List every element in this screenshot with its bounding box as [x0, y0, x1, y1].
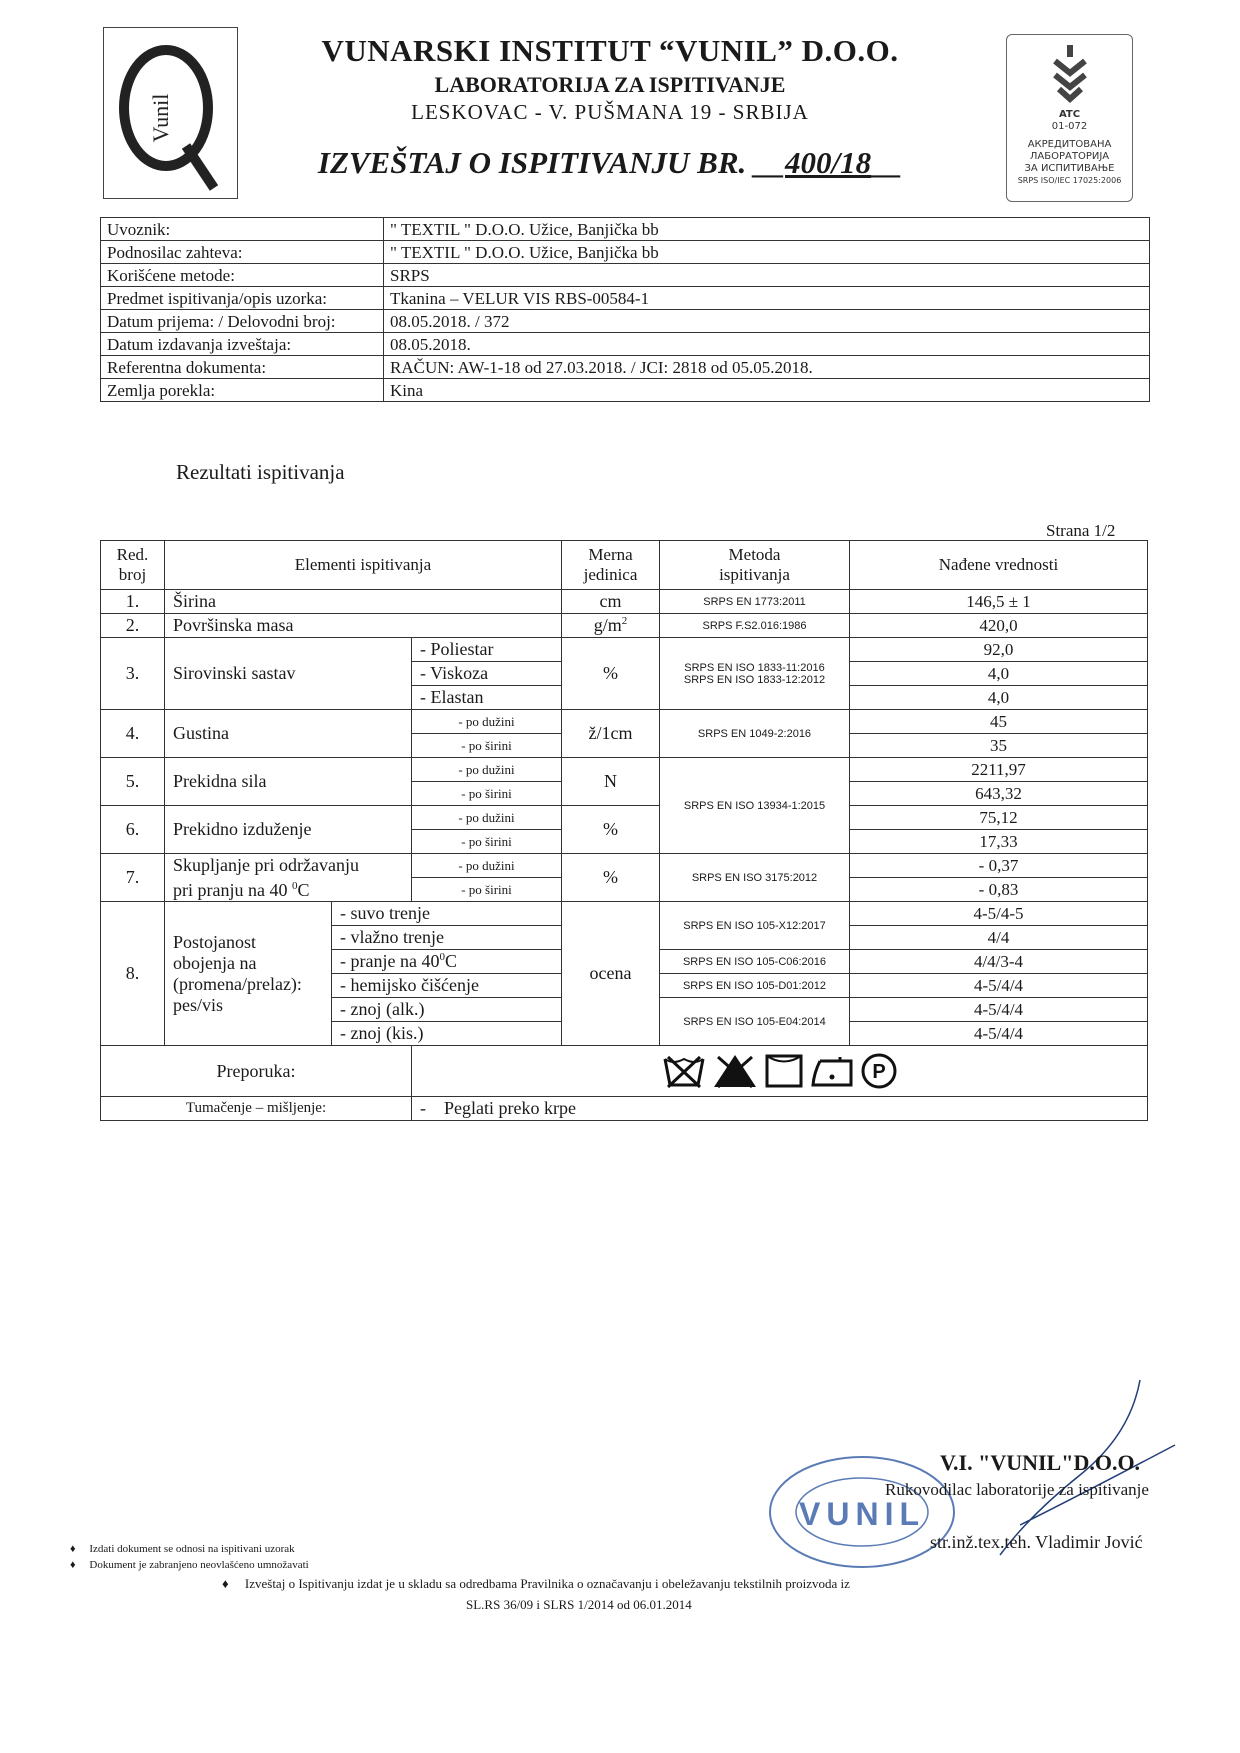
- report-suffix: __: [871, 145, 903, 180]
- report-title: [250, 145, 970, 181]
- row-method: SRPS EN ISO 13934-1:2015: [660, 758, 850, 854]
- institute-name: VUNARSKI INSTITUT “VUNIL” D.O.O.: [321, 33, 899, 68]
- no-wash-icon: [662, 1053, 706, 1089]
- info-row: [101, 333, 1150, 356]
- row-unit: N: [562, 758, 660, 806]
- row-method: SRPS EN ISO 1833-11:2016 SRPS EN ISO 1833-12:2012: [660, 638, 850, 710]
- vunil-logo-icon: [104, 28, 237, 198]
- row-name: Sirovinski sastav: [165, 638, 412, 710]
- row-sub: - Viskoza: [412, 662, 562, 686]
- row-unit: ocena: [562, 902, 660, 1046]
- row-sub: - Poliestar: [412, 638, 562, 662]
- row-value: 4/4/3-4: [850, 950, 1148, 974]
- footer-note: SL.RS 36/09 i SLRS 1/2014 od 06.01.2014: [466, 1597, 692, 1612]
- row-method: SRPS EN ISO 105-C06:2016: [660, 950, 850, 974]
- info-value: Kina: [384, 379, 1150, 402]
- row-value: 75,12: [850, 806, 1148, 830]
- footer-note: ♦ Izdati dokument se odnosi na ispitivani uzorak: [70, 1543, 295, 1555]
- info-row: [101, 287, 1150, 310]
- header-method: Metoda ispitivanja: [660, 541, 850, 590]
- row-sub: - znoj (kis.): [332, 1022, 562, 1046]
- row-value: 4-5/4-5: [850, 902, 1148, 926]
- table-row: [101, 590, 1148, 614]
- row-value: 45: [850, 710, 1148, 734]
- signature-company: V.I. "VUNIL"D.O.O.: [940, 1450, 1141, 1475]
- row-method: SRPS EN ISO 3175:2012: [660, 854, 850, 902]
- row-sub: - po širini: [412, 830, 562, 854]
- info-value: Tkanina – VELUR VIS RBS-00584-1: [384, 287, 1150, 310]
- footer-note: ♦ Izveštaj o Ispitivanju izdat je u skladu sa odredbama Pravilnika o označavanju i obeležavanju tekstilnih proizvoda iz: [222, 1576, 850, 1591]
- info-key: Referentna dokumenta:: [101, 356, 384, 379]
- row-no: 3.: [101, 638, 165, 710]
- iron-icon: [810, 1053, 854, 1089]
- row-value: 92,0: [850, 638, 1148, 662]
- row-method: SRPS EN 1049-2:2016: [660, 710, 850, 758]
- accreditation-badge: [1006, 34, 1133, 202]
- lab-address: LESKOVAC - V. PUŠMANA 19 - SRBIJA: [411, 100, 809, 124]
- header-values: Nađene vrednosti: [850, 541, 1148, 590]
- info-key: Datum prijema: / Delovodni broj:: [101, 310, 384, 333]
- table-row: [101, 902, 1148, 926]
- footer-note: ♦ Dokument je zabranjeno neovlašćeno umnožavati: [70, 1559, 309, 1571]
- row-value: 35: [850, 734, 1148, 758]
- header-unit: Merna jedinica: [562, 541, 660, 590]
- row-sub: - po dužini: [412, 710, 562, 734]
- bleach-icon: [712, 1053, 758, 1089]
- row-value: 4-5/4/4: [850, 998, 1148, 1022]
- row-unit: %: [562, 806, 660, 854]
- stamp-text: VUNIL: [799, 1496, 925, 1532]
- row-unit: %: [562, 638, 660, 710]
- info-value: 08.05.2018.: [384, 333, 1150, 356]
- info-row: [101, 264, 1150, 287]
- row-value: 2211,97: [850, 758, 1148, 782]
- row-value: 4-5/4/4: [850, 1022, 1148, 1046]
- row-name: Prekidno izduženje: [165, 806, 412, 854]
- info-row: [101, 310, 1150, 333]
- row-sub: - hemijsko čišćenje: [332, 974, 562, 998]
- row-sub: - po širini: [412, 878, 562, 902]
- row-method: SRPS EN 1773:2011: [660, 590, 850, 614]
- info-value: " TEXTIL " D.O.O. Užice, Banjička bb: [384, 218, 1150, 241]
- recommendation-label: Preporuka:: [101, 1046, 412, 1097]
- info-key: Zemlja porekla:: [101, 379, 384, 402]
- page-number: Strana 1/2: [1046, 521, 1116, 540]
- row-no: 4.: [101, 710, 165, 758]
- row-value: 4,0: [850, 686, 1148, 710]
- row-unit: %: [562, 854, 660, 902]
- row-unit: ž/1cm: [562, 710, 660, 758]
- atc-line-1: АКРЕДИТОВАНА: [1027, 139, 1112, 150]
- lab-name: LABORATORIJA ZA ISPITIVANJE: [434, 72, 786, 97]
- row-sub: - po širini: [412, 734, 562, 758]
- row-unit: cm: [562, 590, 660, 614]
- atc-standard: SRPS ISO/IEC 17025:2006: [1017, 176, 1122, 185]
- row-value: 146,5 ± 1: [850, 590, 1148, 614]
- row-name: Prekidna sila: [165, 758, 412, 806]
- row-name: Površinska masa: [165, 614, 562, 638]
- row-no: 7.: [101, 854, 165, 902]
- svg-text:P: P: [871, 1061, 886, 1083]
- header-elements: Elementi ispitivanja: [165, 541, 562, 590]
- table-row: [101, 854, 1148, 878]
- row-sub: - vlažno trenje: [332, 926, 562, 950]
- row-sub: - po dužini: [412, 758, 562, 782]
- row-no: 2.: [101, 614, 165, 638]
- dry-clean-p-icon: [860, 1053, 898, 1089]
- table-row: [101, 758, 1148, 782]
- row-value: 643,32: [850, 782, 1148, 806]
- stamp-icon: [762, 1450, 962, 1580]
- interpretation-value: - Peglati preko krpe: [412, 1097, 1148, 1121]
- header-no: Red. broj: [101, 541, 165, 590]
- row-method: SRPS EN ISO 105-X12:2017: [660, 902, 850, 950]
- info-key: Predmet ispitivanja/opis uzorka:: [101, 287, 384, 310]
- logo: [103, 27, 238, 199]
- row-value: 17,33: [850, 830, 1148, 854]
- info-value: " TEXTIL " D.O.O. Užice, Banjička bb: [384, 241, 1150, 264]
- row-value: - 0,37: [850, 854, 1148, 878]
- table-row: [101, 710, 1148, 734]
- results-table: [100, 540, 1148, 1121]
- row-no: 6.: [101, 806, 165, 854]
- row-value: 4,0: [850, 662, 1148, 686]
- row-sub: - Elastan: [412, 686, 562, 710]
- dry-icon: [764, 1053, 804, 1089]
- row-sub: - znoj (alk.): [332, 998, 562, 1022]
- info-row: [101, 379, 1150, 402]
- care-symbols: [412, 1046, 1148, 1097]
- info-row: [101, 356, 1150, 379]
- info-row: [101, 241, 1150, 264]
- interpretation-row: [101, 1097, 1148, 1121]
- info-value: 08.05.2018. / 372: [384, 310, 1150, 333]
- row-name: Gustina: [165, 710, 412, 758]
- info-key: Korišćene metode:: [101, 264, 384, 287]
- info-table: [100, 217, 1150, 402]
- info-key: Podnosilac zahteva:: [101, 241, 384, 264]
- info-value: SRPS: [384, 264, 1150, 287]
- recommendation-row: [101, 1046, 1148, 1097]
- info-key: Uvoznik:: [101, 218, 384, 241]
- results-heading: Rezultati ispitivanja: [176, 460, 345, 484]
- row-unit: $g/m^2$: [562, 614, 660, 638]
- row-method: SRPS EN ISO 105-E04:2014: [660, 998, 850, 1046]
- interpretation-label: Tumačenje – mišljenje:: [101, 1097, 412, 1121]
- row-value: - 0,83: [850, 878, 1148, 902]
- row-no: 5.: [101, 758, 165, 806]
- info-row: [101, 218, 1150, 241]
- signature-name: str.inž.tex.teh. Vladimir Jović: [930, 1532, 1143, 1552]
- row-sub: - po širini: [412, 782, 562, 806]
- table-row: [101, 638, 1148, 662]
- info-value: RAČUN: AW-1-18 od 27.03.2018. / JCI: 2818 od 05.05.2018.: [384, 356, 1150, 379]
- signature-role: Rukovodilac laboratorije za ispitivanje: [885, 1480, 1149, 1499]
- table-row: [101, 806, 1148, 830]
- logo-text: Vunil: [148, 93, 173, 143]
- table-row: [101, 614, 1148, 638]
- row-value: 4-5/4/4: [850, 974, 1148, 998]
- row-sub: - suvo trenje: [332, 902, 562, 926]
- row-name: Skupljanje pri održavanju pri pranju na 40 $^0$C: [165, 854, 412, 902]
- atc-line-3: ЗА ИСПИТИВАЊЕ: [1024, 163, 1115, 174]
- info-key: Datum izdavanja izveštaja:: [101, 333, 384, 356]
- atc-label: ATC: [1058, 109, 1081, 120]
- atc-emblem-icon: [1045, 43, 1095, 105]
- table-header: [101, 541, 1148, 590]
- row-method: SRPS EN ISO 105-D01:2012: [660, 974, 850, 998]
- row-name: Postojanost obojenja na (promena/prelaz): pes/vis: [165, 902, 332, 1046]
- row-method: SRPS F.S2.016:1986: [660, 614, 850, 638]
- row-value: 420,0: [850, 614, 1148, 638]
- row-no: 1.: [101, 590, 165, 614]
- atc-line-2: ЛАБОРАТОРИЈА: [1029, 151, 1110, 162]
- row-sub: - po dužini: [412, 854, 562, 878]
- row-name: Širina: [165, 590, 562, 614]
- report-number: 400/18: [785, 145, 872, 180]
- row-value: 4/4: [850, 926, 1148, 950]
- row-no: 8.: [101, 902, 165, 1046]
- atc-number: 01-072: [1051, 121, 1088, 132]
- row-sub: - pranje na $40^0C$: [332, 950, 562, 974]
- report-prefix: IZVEŠTAJ O ISPITIVANJU BR. __: [317, 145, 785, 180]
- row-sub: - po dužini: [412, 806, 562, 830]
